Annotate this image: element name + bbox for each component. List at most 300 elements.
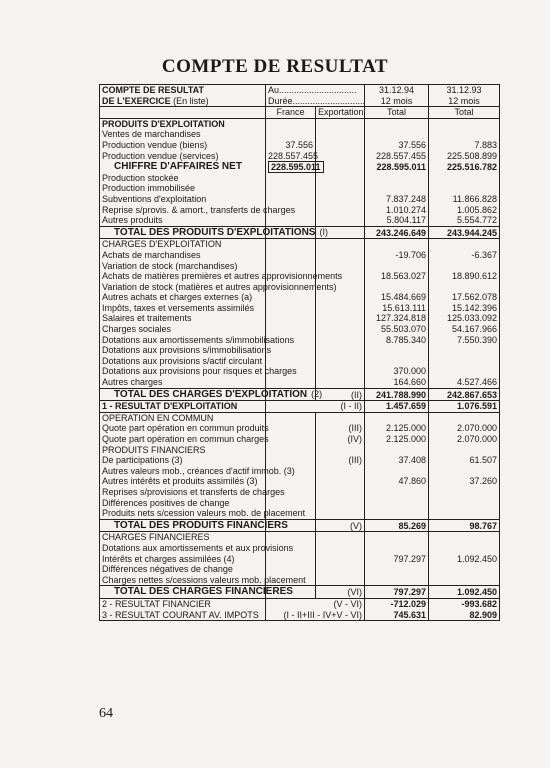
cell-france [266,194,316,205]
table-row [100,324,500,335]
cell-total-1993: -993.682 [429,598,500,609]
cell-total-1994 [365,564,429,575]
row-label-text: Différences négatives de change [102,564,233,575]
cell-export-ref [316,151,365,162]
cell-total-1994: 8.785.340 [365,335,429,346]
cell-total-1993: 7.550.390 [429,335,500,346]
cell-total-1993 [429,345,500,356]
cell-total-1994: 745.631 [365,610,429,621]
row-ref: (III) [348,455,362,466]
cell-total-1994: 1.457.659 [365,401,429,413]
table-row [100,261,500,272]
cell-total-1994 [365,487,429,498]
cell-france [266,423,316,434]
row-ref: (III) [348,423,362,434]
cell-total-1993 [429,543,500,554]
cell-total-1993: 7.883 [429,140,500,151]
table-row [100,271,500,282]
cell-france [266,161,321,173]
table-row [100,151,500,162]
row-label-text: Autres charges [102,377,163,388]
row-label [100,281,337,293]
cell-total-1993: 1.092.450 [429,586,500,599]
cell-total-1993: 54.167.966 [429,324,500,335]
table-row [100,250,500,261]
cell-total-1993: 1.092.450 [429,554,500,565]
cell-france [266,324,316,335]
table-row [100,487,500,498]
cell-total-1993 [429,532,500,543]
cell-export-ref [316,519,365,532]
row-ref: (V) [350,520,362,531]
cell-total-1993: 61.507 [429,455,500,466]
table-row [100,564,500,575]
cell-export-ref [316,586,365,599]
table-row [100,118,500,129]
col-header-total-1994: Total [365,107,429,119]
row-label [100,250,266,261]
row-label [100,476,266,487]
cell-total-1994: 797.297 [365,554,429,565]
row-ref: (IV) [347,434,362,444]
cell-export-ref [316,434,365,445]
row-label-text: Variation de stock (matières et autres approvisionnements) [102,281,337,292]
table-row [100,140,500,151]
row-label [100,194,266,205]
cell-total-1993 [429,356,500,367]
cell-france-value: 37.556 [285,139,313,150]
cell-france [266,129,316,140]
row-label [100,542,294,554]
row-label-text: Reprises s/provisions et transferts de charges [102,486,285,497]
row-label [100,445,266,456]
cell-total-1994: 15.484.669 [365,292,429,303]
cell-france [266,183,316,194]
table-row [100,434,500,445]
cell-export-ref [316,324,365,335]
row-ref: (V - VI) [333,598,362,609]
cell-total-1994 [365,173,429,184]
cell-total-1994: -19.706 [365,250,429,261]
cell-total-1993 [429,173,500,184]
row-label-text: Dotations aux provisions s/immobilisations [102,345,272,356]
cell-total-1994 [365,412,429,423]
row-label-text: Impôts, taxes et versements assimilés [102,302,255,313]
cell-export-ref [316,205,365,216]
cell-total-1993: 243.944.245 [429,226,500,239]
row-label-text: TOTAL DES CHARGES D'EXPLOITATION [114,388,308,400]
row-label-text: Dotations aux amortissements et aux provisions [102,542,294,553]
cell-total-1994: 370.000 [365,366,429,377]
row-ref: (I - II) [340,401,362,412]
cell-export-ref [316,366,365,377]
cell-total-1994 [365,498,429,509]
cell-ref-span [266,401,365,413]
table-row [100,445,500,456]
table-row [100,161,500,173]
table-row [100,401,500,413]
cell-export-ref [316,261,365,272]
cell-total-1994: 2.125.000 [365,423,429,434]
cell-total-1994 [365,532,429,543]
cell-export-ref [316,250,365,261]
cell-france [266,313,316,324]
header-title-line1: COMPTE DE RESULTAT [100,85,266,96]
row-label-text: Différences positives de change [102,497,230,508]
col-header-france: France [266,107,316,119]
row-label [100,455,266,466]
table-row [100,508,500,519]
row-label [100,519,288,532]
cell-total-1993: 242.867.653 [429,388,500,401]
row-label-text: 3 - RESULTAT COURANT AV. IMPOTS [102,609,259,620]
row-label-text: Autres intérêts et produits assimilés (3) [102,476,258,487]
cell-total-1994 [365,543,429,554]
table-row [100,598,500,609]
header-title-line2 [100,96,266,107]
row-label-text: TOTAL DES PRODUITS FINANCIERS [114,519,288,531]
cell-export-ref [316,129,365,140]
row-ref-inline: (I) [319,226,328,237]
cell-total-1994 [365,183,429,194]
cell-total-1994: 37.408 [365,455,429,466]
cell-total-1993 [429,118,500,129]
table-row [100,313,500,324]
header-note: (En liste) [173,95,209,106]
row-label-text: Quote part opération en commun produits [102,423,269,434]
cell-total-1994: 15.613.111 [365,303,429,314]
cell-export-ref [316,543,365,554]
cell-france [266,434,316,445]
header-title-text: DE L'EXERCICE [102,95,171,106]
cell-total-1993: 15.142.396 [429,303,500,314]
row-label [100,401,266,413]
table-row [100,215,500,226]
row-label-text: Autres produits [102,215,163,226]
table-row [100,345,500,356]
cell-export-ref [316,575,365,586]
cell-total-1994 [365,345,429,356]
row-label [100,412,266,423]
row-label-text: CHARGES D'EXPLOITATION [102,239,222,250]
table-row [100,610,500,621]
cell-total-1994: 228.595.011 [365,161,429,173]
header-duree-label: Durée............................. [266,96,365,107]
cell-france [266,412,316,423]
cell-total-1993: 17.562.078 [429,292,500,303]
row-label-text: TOTAL DES CHARGES FINANCIERES [114,586,293,598]
cell-total-1994: 243.246.649 [365,226,429,239]
cell-france [266,554,316,565]
page-number: 64 [99,706,113,721]
cell-total-1994 [365,356,429,367]
row-label-text: TOTAL DES PRODUITS D'EXPLOITATIONS [114,226,316,238]
row-label-text: Dotations aux amortissements s/immobilisations [102,334,295,345]
cell-total-1993 [429,239,500,250]
row-ref: (II) [351,389,362,400]
cell-total-1993 [429,129,500,140]
cell-france [266,377,316,388]
cell-export-ref [316,476,365,487]
cell-ref-span [266,598,365,609]
cell-total-1993: 82.909 [429,610,500,621]
row-label [100,129,266,140]
cell-france [266,140,316,151]
col-header-export: Exportation [316,107,365,119]
cell-total-1993 [429,261,500,272]
cell-total-1994: -712.029 [365,598,429,609]
cell-total-1993 [429,498,500,509]
row-ref: (I - II+III - IV+V - VI) [283,609,362,620]
cell-export-ref [316,554,365,565]
cell-total-1994: 37.556 [365,140,429,151]
cell-total-1994: 47.860 [365,476,429,487]
table-row [100,543,500,554]
row-label [100,303,266,314]
cell-france [266,150,319,162]
cell-total-1994: 164.660 [365,377,429,388]
cell-total-1993: 18.890.612 [429,271,500,282]
table-row [100,303,500,314]
row-label-text: Subventions d'exploitation [102,193,207,204]
row-label [100,271,343,282]
cell-france-value: 228.595.011 [268,161,324,173]
row-label-text: Production vendue (biens) [102,139,208,150]
col-header-total-1993: Total [429,107,500,119]
cell-total-1993: 225.516.782 [429,161,500,173]
cell-france [266,118,316,129]
cell-total-1993 [429,466,500,477]
cell-total-1993 [429,508,500,519]
row-label [100,324,266,335]
cell-total-1994 [365,445,429,456]
row-label-text: De participations (3) [102,455,183,466]
cell-total-1994: 55.503.070 [365,324,429,335]
cell-france [266,356,316,367]
row-label-text: Variation de stock (marchandises) [102,260,238,271]
cell-total-1994: 7.837.248 [365,194,429,205]
table-row [100,335,500,346]
row-label [100,486,285,498]
row-label-text: Salaires et traitements [102,313,192,324]
header-row-2 [100,96,500,107]
row-label-text: Production stockée [102,172,179,183]
cell-export-ref [316,303,365,314]
row-label [100,498,266,509]
table-row [100,377,500,388]
header-row-1 [100,85,500,96]
row-ref: (VI) [347,587,362,598]
table-row [100,226,500,239]
cell-total-1994 [365,118,429,129]
cell-export-ref [316,455,365,466]
cell-france [266,303,316,314]
table-row [100,554,500,565]
row-label [100,140,266,151]
cell-total-1993 [429,445,500,456]
row-label-text: OPERATION EN COMMUN [102,412,214,423]
row-label [100,345,272,356]
row-label [100,610,266,621]
row-label-text: Intérêts et charges assimilées (4) [102,553,235,564]
row-label [100,173,266,184]
cell-total-1993: 37.260 [429,476,500,487]
table-row [100,423,500,434]
header-row-3 [100,107,500,119]
cell-export-ref [316,183,365,194]
cell-export-ref [316,194,365,205]
row-ref-inline: (2) [311,388,323,399]
cell-total-1993 [429,366,500,377]
page-title: COMPTE DE RESULTAT [161,56,389,77]
header-blank [100,107,266,119]
income-statement-table [99,84,500,621]
table-row [100,466,500,477]
cell-total-1994 [365,282,429,293]
cell-total-1994 [365,508,429,519]
table-row [100,194,500,205]
table-row [100,205,500,216]
table-row [100,282,500,293]
row-label-text: CHIFFRE D'AFFAIRES NET [114,161,242,173]
row-label-text: CHARGES FINANCIERES [102,532,210,543]
row-label-text: Produits nets s/cession valeurs mob. de placement [102,508,306,519]
table-row [100,498,500,509]
cell-export-ref [316,140,365,151]
cell-ref-span [266,610,365,621]
header-date-1994: 31.12.94 [365,85,429,96]
cell-total-1994: 5.804.117 [365,215,429,226]
row-label [100,161,266,173]
cell-total-1994: 127.324.818 [365,313,429,324]
row-label-text: 2 - RESULTAT FINANCIER [102,598,211,609]
cell-export-ref [316,345,365,356]
row-label [100,366,297,377]
table-row [100,388,500,401]
cell-export-ref [316,445,365,456]
cell-total-1993: 225.508.899 [429,151,500,162]
cell-export-ref [316,356,365,367]
row-label [100,377,266,388]
row-label [100,598,266,609]
cell-export-ref [316,377,365,388]
cell-total-1994: 85.269 [365,519,429,532]
cell-france [266,250,316,261]
header-months-1993: 12 mois [429,96,500,107]
cell-export-ref [316,173,365,184]
cell-total-1993: 11.866.828 [429,194,500,205]
cell-total-1993: 5.554.772 [429,215,500,226]
cell-total-1993: 1.076.591 [429,401,500,413]
row-label [100,554,266,565]
row-label-text: Ventes de marchandises [102,129,201,140]
table-row [100,129,500,140]
row-label [100,239,266,250]
cell-export-ref [316,423,365,434]
cell-total-1994 [365,466,429,477]
cell-total-1993 [429,183,500,194]
row-label-text: Reprise s/provis. & amort., transferts de charges [102,204,296,215]
cell-export-ref [316,532,365,543]
row-label [100,465,295,477]
cell-france [266,476,316,487]
table-row [100,183,500,194]
cell-export-ref [316,215,365,226]
cell-total-1993 [429,575,500,586]
cell-total-1994: 2.125.000 [365,434,429,445]
header-date-1993: 31.12.93 [429,85,500,96]
cell-export-ref [316,335,365,346]
cell-export-ref [316,466,365,477]
row-label [100,574,306,586]
row-label [100,388,323,401]
row-label [100,118,266,129]
cell-total-1993 [429,282,500,293]
cell-france [266,261,316,272]
cell-total-1994: 228.557.455 [365,151,429,162]
row-label-text: Quote part opération en commun charges [102,434,269,444]
cell-total-1994 [365,239,429,250]
row-label-text: Production vendue (services) [102,150,219,161]
row-label-text: Achats de marchandises [102,249,201,260]
cell-export-ref [316,564,365,575]
table-row [100,412,500,423]
table-row [100,519,500,532]
cell-total-1994 [365,575,429,586]
cell-france [266,345,316,356]
cell-total-1993 [429,564,500,575]
cell-total-1994 [365,129,429,140]
table-row [100,575,500,586]
cell-total-1993: 4.527.466 [429,377,500,388]
row-label-text: Charges sociales [102,324,172,335]
row-label [100,423,269,434]
cell-export-ref [316,508,365,519]
cell-france [266,532,316,543]
cell-france [266,564,316,575]
cell-france [266,498,316,509]
row-label [100,356,266,367]
cell-france [266,292,316,303]
row-label-text: Charges nettes s/cessions valeurs mob. placement [102,574,306,585]
row-label [100,292,266,303]
cell-export-ref [316,412,365,423]
cell-export-ref [316,292,365,303]
cell-export-ref [316,118,365,129]
cell-total-1993 [429,412,500,423]
cell-total-1994: 1.010.274 [365,205,429,216]
row-label [100,564,266,575]
cell-total-1993: 2.070.000 [429,423,500,434]
table-row [100,366,500,377]
cell-total-1994 [365,261,429,272]
header-au-label: Au............................... [266,85,365,96]
row-label [100,204,296,216]
cell-total-1994: 241.788.990 [365,388,429,401]
cell-france [266,239,316,250]
row-label [100,508,306,519]
row-label-text: Dotations aux provisions s/actif circulant [102,355,263,366]
row-label [100,226,328,239]
cell-export-ref [316,388,365,401]
table-row [100,476,500,487]
row-label-text: PRODUITS FINANCIERS [102,444,206,455]
cell-france [266,445,316,456]
row-label-text: 1 - RESULTAT D'EXPLOITATION [102,401,238,412]
cell-total-1993: -6.367 [429,250,500,261]
row-label [100,313,266,324]
table-row [100,455,500,466]
